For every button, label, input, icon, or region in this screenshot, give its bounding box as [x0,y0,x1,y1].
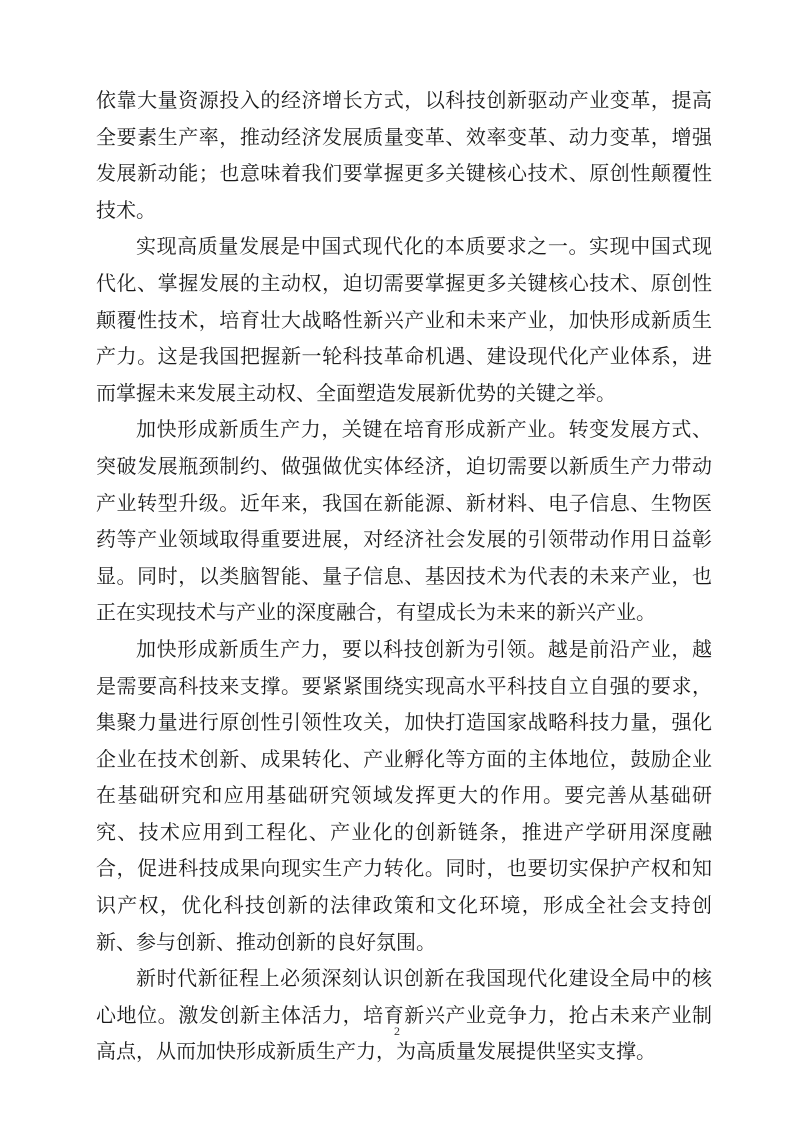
paragraph-conclusion: 新时代新征程上必须深刻认识创新在我国现代化建设全局中的核心地位。激发创新主体活力，培育新兴产业竞争力，抢占未来产业制高点，从而加快形成新质生产力，为高质量发展提供坚实支撑。 [96,966,712,1064]
paragraph-continuation: 依靠大量资源投入的经济增长方式，以科技创新驱动产业变革，提高全要素生产率，推动经济发展质量变革、效率变革、动力变革，增强发展新动能；也意味着我们要掌握更多关键核心技术、原创性颠覆性技术。 [96,88,712,222]
paragraph-high-quality-development: 实现高质量发展是中国式现代化的本质要求之一。实现中国式现代化、掌握发展的主动权，迫切需要掌握更多关键核心技术、原创性颠覆性技术，培育壮大战略性新兴产业和未来产业，加快形成新质生产力。这是我国把握新一轮科技革命机遇、建设现代化产业体系，进而掌握未来发展主动权、全面塑造发展新优势的关键之举。 [96,234,712,405]
page-number: 2 [394,1024,400,1038]
paragraph-tech-innovation: 加快形成新质生产力，要以科技创新为引领。越是前沿产业，越是需要高科技来支撑。要紧紧围绕实现高水平科技自立自强的要求，集聚力量进行原创性引领性攻关，加快打造国家战略科技力量，强化企业在技术创新、成果转化、产业孵化等方面的主体地位，鼓励企业在基础研究和应用基础研究领域发挥更大的作用。要完善从基础研究、技术应用到工程化、产业化的创新链条，推进产学研用深度融合，促进科技成果向现实生产力转化。同时，也要切实保护产权和知识产权，优化科技创新的法律政策和文化环境，形成全社会支持创新、参与创新、推动创新的良好氛围。 [96,636,712,954]
paragraph-new-industries: 加快形成新质生产力，关键在培育形成新产业。转变发展方式、突破发展瓶颈制约、做强做优实体经济，迫切需要以新质生产力带动产业转型升级。近年来，我国在新能源、新材料、电子信息、生物医药等产业领域取得重要进展，对经济社会发展的引领带动作用日益彰显。同时，以类脑智能、量子信息、基因技术为代表的未来产业，也正在实现技术与产业的深度融合，有望成长为未来的新兴产业。 [96,417,712,625]
document-page [96,82,712,1070]
